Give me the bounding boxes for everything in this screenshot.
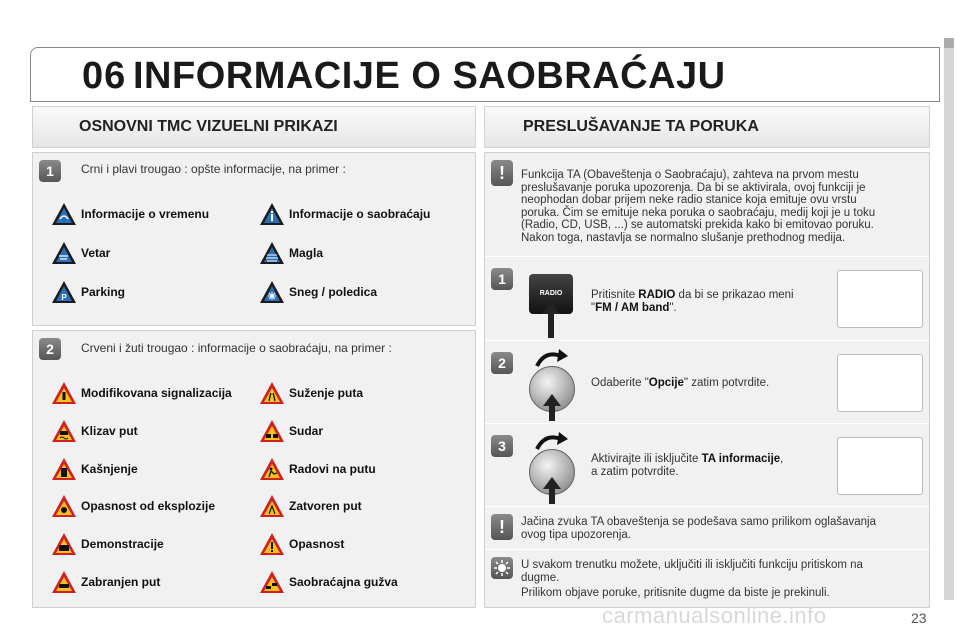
step-instruction: Odaberite "Opcije" zatim potvrdite.	[591, 377, 770, 389]
sign-label: Saobraćajna gužva	[289, 575, 398, 589]
sign-label: Modifikovana signalizacija	[81, 386, 232, 400]
roadworks-sign-icon	[259, 457, 285, 481]
ta-info-paragraph: Funkcija TA (Obaveštenja o Saobraćaju), zahteva na prvom mestu preslušavanje poruka upozorenja. Da bi se aktivirala, ovoj funkciji je neophodan dobar prijem neke radio stanice koja emituje ovu vrstu poruka. Čim se emituje neka poruka o saobraćaju, medij koji je u toku (Radio, CD, USB, ...) se automatski prekida kako bi emitovao poruku. Nakon toga, nastavlja se normalno slušanje prethodnog medija.	[521, 169, 876, 244]
volume-note-text: Jačina zvuka TA obaveštenja se podešava samo prilikom oglašavanja ovog tipa upozorenja.	[521, 516, 877, 541]
right-section-header	[484, 106, 930, 148]
step-row	[485, 425, 929, 507]
step-instruction: Aktivirajte ili isključite TA informacije, a zatim potvrdite.	[591, 453, 784, 478]
traffic-info-panel	[32, 330, 476, 608]
step-badge: 1	[491, 268, 513, 290]
narrowing-sign-icon	[259, 381, 285, 405]
sign-label: Sudar	[289, 424, 324, 438]
sign-label: Radovi na putu	[289, 462, 376, 476]
sign-label: Vetar	[81, 246, 111, 260]
rotate-arrow-icon	[535, 346, 569, 368]
group1-intro: Crni i plavi trougao : opšte informacije, na primer :	[81, 162, 346, 176]
radio-unit-illustration	[837, 437, 923, 495]
danger-sign-icon	[259, 532, 285, 556]
step-badge: 1	[39, 160, 61, 182]
sign-label: Opasnost od eksplozije	[81, 499, 216, 513]
toggle-note-text: U svakom trenutku možete, uključiti ili isključiti funkciju pritiskom na dugme. Prilikom objave poruke, pritisnite dugme da biste je prekinuli.	[521, 559, 863, 599]
step-badge: 2	[491, 352, 513, 374]
sign-label: Kašnjenje	[81, 462, 138, 476]
signal-sign-icon	[51, 381, 77, 405]
sign-label: Klizav put	[81, 424, 138, 438]
closed-road-sign-icon	[259, 494, 285, 518]
sign-label: Opasnost	[289, 537, 345, 551]
prohibited-sign-icon	[51, 570, 77, 594]
sign-label: Demonstracije	[81, 537, 164, 551]
slippery-sign-icon	[51, 419, 77, 443]
weather-sign-icon	[51, 202, 77, 226]
delay-sign-icon	[51, 457, 77, 481]
sign-label: Informacije o saobraćaju	[289, 207, 431, 221]
radio-unit-illustration	[837, 354, 923, 412]
step-badge: 3	[491, 435, 513, 457]
left-section-header	[32, 106, 476, 148]
chapter-number: 06	[82, 55, 127, 97]
page-number: 23	[911, 610, 927, 626]
tip-icon	[491, 557, 513, 579]
sign-label: Parking	[81, 285, 126, 299]
step-badge: 2	[39, 338, 61, 360]
warning-icon: !	[491, 514, 513, 540]
traffic-jam-sign-icon	[259, 570, 285, 594]
wind-sign-icon	[51, 241, 77, 265]
snow-sign-icon	[259, 280, 285, 304]
sign-label: Zatvoren put	[289, 499, 362, 513]
svg-text:P: P	[61, 293, 67, 302]
demonstration-sign-icon	[51, 532, 77, 556]
press-arrow-icon	[542, 302, 560, 314]
step-instruction: Pritisnite RADIO da bi se prikazao meni "FM / AM band".	[591, 289, 794, 314]
sign-label: Sneg / poledica	[289, 285, 378, 299]
volume-note	[485, 508, 929, 550]
right-section-title: PRESLUŠAVANJE TA PORUKA	[523, 118, 759, 135]
radio-unit-illustration	[837, 270, 923, 328]
ta-messages-panel	[484, 152, 930, 608]
chapter-title: INFORMACIJE O SAOBRAĆAJU	[133, 55, 726, 97]
collision-sign-icon	[259, 419, 285, 443]
step-row	[485, 342, 929, 424]
radio-button[interactable]: RADIO	[529, 274, 573, 314]
sign-label: Zabranjen put	[81, 575, 161, 589]
rotate-arrow-icon	[535, 429, 569, 451]
watermark: carmanualsonline.info	[602, 603, 827, 628]
group2-intro: Crveni i žuti trougao : informacije o saobraćaju, na primer :	[81, 341, 392, 355]
fog-sign-icon	[259, 241, 285, 265]
explosion-sign-icon	[51, 494, 77, 518]
parking-sign-icon	[51, 280, 77, 304]
general-info-panel	[32, 152, 476, 326]
warning-icon: !	[491, 160, 513, 186]
left-section-title: OSNOVNI TMC VIZUELNI PRIKAZI	[79, 118, 338, 135]
step-row	[485, 258, 929, 341]
sign-label: Magla	[289, 246, 324, 260]
ta-info-note	[485, 153, 929, 257]
toggle-note	[485, 551, 929, 607]
info-sign-icon	[259, 202, 285, 226]
page-edge-rail	[944, 38, 954, 600]
sign-label: Informacije o vremenu	[81, 207, 210, 221]
sign-label: Suženje puta	[289, 386, 364, 400]
